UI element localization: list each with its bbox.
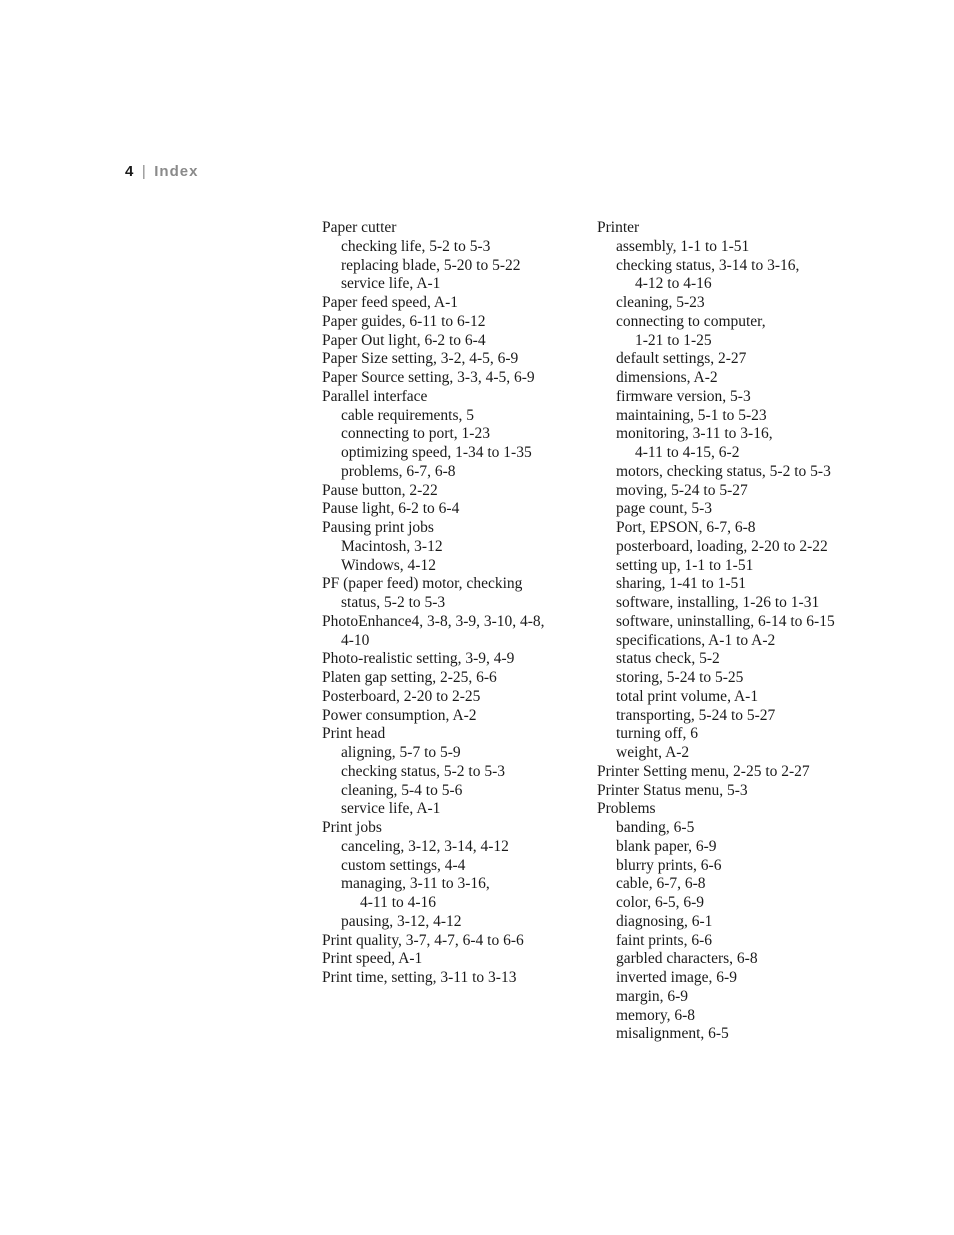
index-subentry: sharing, 1-41 to 1-51: [616, 575, 747, 593]
index-subentry: 1-21 to 1-25: [635, 331, 712, 349]
index-subentry: aligning, 5-7 to 5-9: [341, 744, 461, 761]
index-subentry: status, 5-2 to 5-3: [341, 594, 446, 611]
index-subentry: motors, checking status, 5-2 to 5-3: [616, 462, 831, 480]
index-entry: Print jobs: [322, 819, 382, 836]
index-entry: PF (paper feed) motor, checking: [322, 575, 523, 593]
index-subentry: optimizing speed, 1-34 to 1-35: [341, 444, 532, 461]
index-subentry: faint prints, 6-6: [616, 931, 712, 949]
index-subentry: banding, 6-5: [616, 819, 695, 836]
index-entry: Posterboard, 2-20 to 2-25: [322, 687, 481, 705]
index-subentry: total print volume, A-1: [616, 687, 759, 705]
index-subentry: 4-10: [341, 631, 370, 649]
index-subentry: software, uninstalling, 6-14 to 6-15: [616, 612, 835, 630]
index-subentry: page count, 5-3: [616, 500, 712, 518]
running-header: [125, 163, 198, 181]
index-subentry: margin, 6-9: [616, 987, 689, 1005]
index-subentry: dimensions, A-2: [616, 369, 718, 386]
index-subentry: cleaning, 5-23: [616, 294, 705, 311]
index-subentry: service life, A-1: [341, 800, 441, 818]
index-entry: Printer Status menu, 5-3: [597, 781, 748, 799]
index-subentry: posterboard, loading, 2-20 to 2-22: [616, 537, 828, 555]
index-entry: Paper Source setting, 3-3, 4-5, 6-9: [322, 369, 535, 386]
index-subentry: Macintosh, 3-12: [341, 537, 443, 555]
index-subentry: assembly, 1-1 to 1-51: [616, 237, 750, 255]
header-separator: |: [141, 163, 147, 180]
index-entry: Printer Setting menu, 2-25 to 2-27: [597, 762, 810, 780]
index-entry: Pause light, 6-2 to 6-4: [322, 500, 460, 518]
index-subentry: connecting to port, 1-23: [341, 425, 490, 443]
index-subentry: moving, 5-24 to 5-27: [616, 481, 748, 499]
index-subentry: transporting, 5-24 to 5-27: [616, 706, 776, 724]
index-subentry: weight, A-2: [616, 744, 690, 761]
index-entry: Problems: [597, 800, 656, 818]
index-subentry: garbled characters, 6-8: [616, 950, 758, 968]
index-subentry: diagnosing, 6-1: [616, 912, 713, 930]
index-subentry: cable, 6-7, 6-8: [616, 875, 706, 893]
index-subentry: Port, EPSON, 6-7, 6-8: [616, 519, 756, 536]
index-subentry: pausing, 3-12, 4-12: [341, 912, 462, 930]
index-subentry: memory, 6-8: [616, 1006, 696, 1024]
index-subentry: specifications, A-1 to A-2: [616, 631, 776, 649]
index-subentry: 4-12 to 4-16: [635, 275, 712, 293]
index-subentry: managing, 3-11 to 3-16,: [341, 875, 490, 893]
index-entry: Pause button, 2-22: [322, 481, 438, 499]
index-subentry: setting up, 1-1 to 1-51: [616, 556, 754, 574]
index-entry: Printer: [597, 219, 640, 236]
index-entry: Paper Out light, 6-2 to 6-4: [322, 331, 486, 349]
index-entry: Power consumption, A-2: [322, 706, 477, 724]
index-subentry: color, 6-5, 6-9: [616, 894, 705, 911]
index-subentry: default settings, 2-27: [616, 350, 747, 368]
index-subentry: turning off, 6: [616, 725, 698, 743]
index-subentry: cleaning, 5-4 to 5-6: [341, 781, 463, 799]
index-entry: Parallel interface: [322, 387, 428, 405]
index-entry: Pausing print jobs: [322, 519, 434, 536]
index-subentry: misalignment, 6-5: [616, 1025, 729, 1043]
index-subentry: monitoring, 3-11 to 3-16,: [616, 425, 773, 443]
index-column-left: [322, 219, 545, 988]
index-entry: PhotoEnhance4, 3-8, 3-9, 3-10, 4-8,: [322, 612, 545, 630]
index-subentry: checking status, 3-14 to 3-16,: [616, 256, 800, 274]
index-subentry: connecting to computer,: [616, 312, 766, 330]
index-subentry: blank paper, 6-9: [616, 837, 717, 855]
index-subentry: replacing blade, 5-20 to 5-22: [341, 256, 521, 274]
index-subentry: status check, 5-2: [616, 650, 720, 668]
index-subentry: cable requirements, 5: [341, 406, 474, 424]
index-entry: Photo-realistic setting, 3-9, 4-9: [322, 650, 515, 668]
index-subentry: Windows, 4-12: [341, 556, 436, 574]
index-subentry: firmware version, 5-3: [616, 387, 751, 405]
index-subentry: 4-11 to 4-16: [360, 894, 437, 911]
index-entry: Print quality, 3-7, 4-7, 6-4 to 6-6: [322, 931, 524, 949]
index-entry: Platen gap setting, 2-25, 6-6: [322, 669, 497, 686]
index-subentry: blurry prints, 6-6: [616, 856, 722, 874]
index-subentry: inverted image, 6-9: [616, 969, 737, 986]
page-number: 4: [125, 163, 134, 180]
index-entry: Paper guides, 6-11 to 6-12: [322, 312, 486, 330]
index-subentry: checking life, 5-2 to 5-3: [341, 237, 491, 255]
index-subentry: maintaining, 5-1 to 5-23: [616, 406, 767, 424]
index-entry: Print speed, A-1: [322, 950, 423, 968]
index-entry: Paper feed speed, A-1: [322, 294, 459, 311]
index-subentry: canceling, 3-12, 3-14, 4-12: [341, 837, 509, 855]
index-subentry: software, installing, 1-26 to 1-31: [616, 594, 820, 611]
index-subentry: checking status, 5-2 to 5-3: [341, 762, 506, 780]
index-subentry: 4-11 to 4-15, 6-2: [635, 444, 740, 461]
index-column-right: [597, 219, 835, 1044]
index-subentry: custom settings, 4-4: [341, 856, 466, 874]
index-entry: Print head: [322, 725, 386, 743]
section-title: Index: [154, 163, 199, 180]
index-subentry: service life, A-1: [341, 275, 441, 293]
index-entry: Paper Size setting, 3-2, 4-5, 6-9: [322, 350, 519, 368]
index-subentry: problems, 6-7, 6-8: [341, 462, 456, 480]
index-entry: Paper cutter: [322, 219, 397, 236]
index-entry: Print time, setting, 3-11 to 3-13: [322, 969, 517, 986]
index-subentry: storing, 5-24 to 5-25: [616, 669, 744, 686]
